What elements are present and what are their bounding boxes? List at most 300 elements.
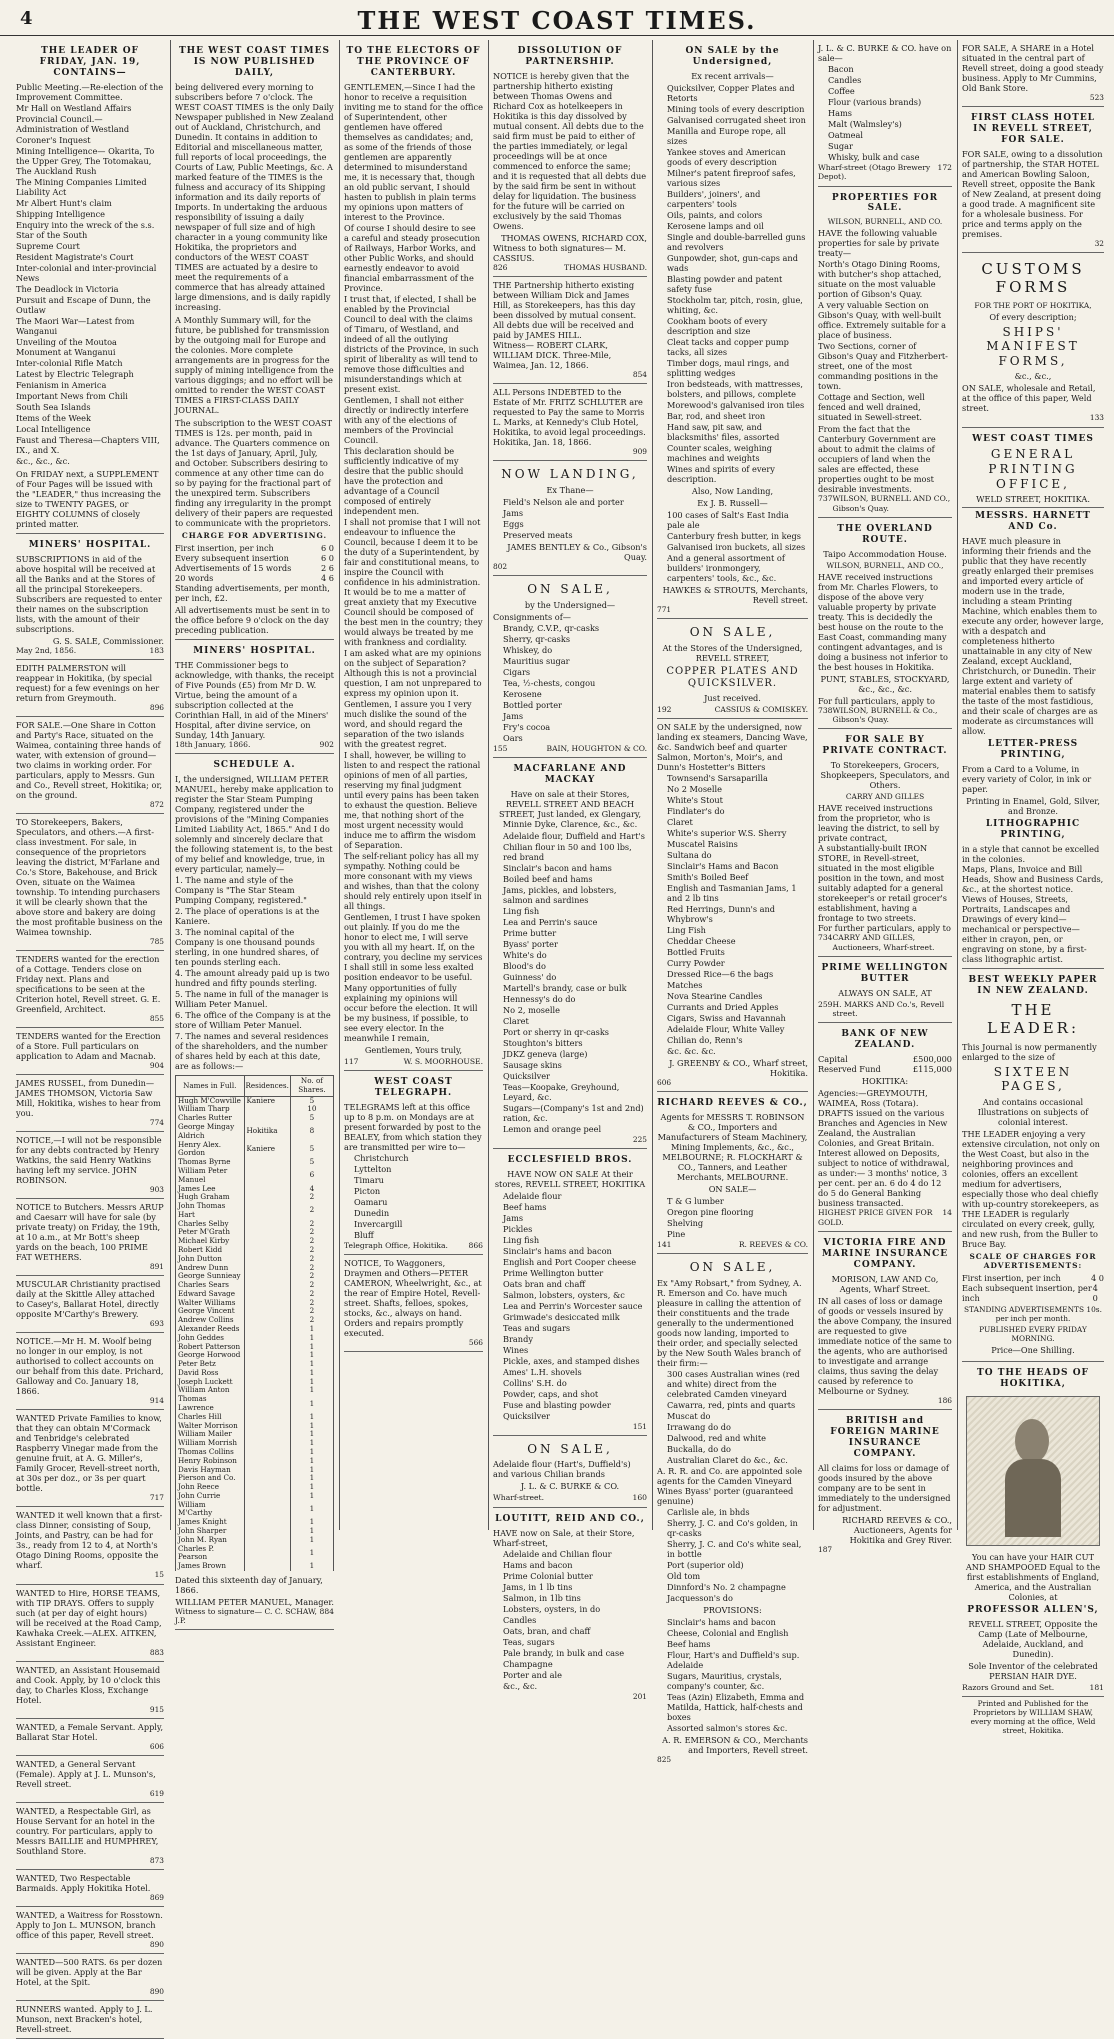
shareholder-residence [244, 1545, 290, 1563]
ad-number: 903 [149, 1185, 164, 1195]
shareholder-name: Edward Savage [176, 1290, 245, 1299]
list-item: Milner's patent fireproof safes, various sizes [667, 167, 796, 188]
james-russel-ad [16, 1075, 164, 1132]
ad-number: 186 [937, 1395, 952, 1405]
onsale-signature: BAIN, HOUGHTON & CO. [546, 743, 647, 753]
shareholder-residence [244, 1527, 290, 1536]
loutitt-items [493, 1549, 647, 1691]
shareholder-residence [244, 1167, 290, 1185]
onsale2-received: Just received. [704, 692, 761, 703]
list-item: Boiled beef and hams [503, 873, 593, 884]
list-item: Counter scales, weighing machines and weights [667, 442, 773, 463]
litho-heading: LITHOGRAPHIC PRINTING, [985, 819, 1081, 841]
list-item: Hand saw, pit saw, and blacksmiths' files, assorted [667, 421, 780, 442]
list-item: Stockholm tar, pitch, rosin, glue, whiting, &c. [667, 294, 803, 315]
ad-number: 734 [818, 933, 833, 943]
list-item: JDKZ geneva (large) [503, 1048, 588, 1059]
ad-number: 160 [632, 1493, 647, 1503]
charge-value: 4 0 [1092, 1283, 1098, 1303]
ad-number: 566 [468, 1338, 483, 1348]
shareholder-residence [244, 1439, 290, 1448]
onsale2-place: Wharf-street. [493, 1493, 544, 1503]
shareholder-residence [244, 1202, 290, 1220]
list-item: Blood's do [503, 960, 546, 971]
shareholder-shares: 1 [290, 1562, 333, 1571]
ad-number: 904 [149, 1061, 164, 1071]
robinson-notice-ad [16, 1132, 164, 1199]
ad-number: 141 [657, 1240, 672, 1250]
miners-hospital-text: SUBSCRIPTIONS in aid of the above hospital will be received at all the Banks and at the Stores of all the principal Storekeepers. Subscribers are requested to enter their names on the subscription lists, with the amount of their subscriptions. [16, 553, 162, 634]
list-item: Findlater's do [667, 806, 725, 817]
ad-text: NOTICE,—I will not be responsible for any debts contracted by Henry Watkins, the said Henry Watkins having left my service. JOHN ROBINSON. [16, 1135, 162, 1186]
burke-on-sale-ad [818, 40, 952, 187]
shareholder-name: Hugh Graham [176, 1193, 245, 1202]
shareholder-shares: 1 [290, 1466, 333, 1475]
british-signature: RICHARD REEVES & CO., Auctioneers, Agents for Hokitika and Grey River. [842, 1514, 952, 1545]
ad-number: 855 [149, 1014, 164, 1024]
shareholder-residence [244, 1430, 290, 1439]
list-item: Adelaide and Chilian flour [503, 1548, 612, 1559]
times-heading: THE WEST COAST TIMES IS NOW PUBLISHED DAILY, [178, 46, 331, 78]
list-item: Timaru [354, 1175, 384, 1186]
shareholder-residence [244, 1395, 290, 1413]
ad-number: 183 [149, 645, 164, 655]
customs-sub: FOR THE PORT OF HOKITIKA, [974, 300, 1092, 310]
charge-label: First insertion, per inch [962, 1273, 1061, 1283]
list-item: Stoughton's bitters [503, 1037, 583, 1048]
list-item: Many opportunities of fully explaining my opinions will occur before the election. It will be my business, if possible, to see every elector. In the meanwhile I remain, [344, 982, 478, 1043]
onsale2-signature: J. L. & C. BURKE & CO. [520, 1481, 620, 1492]
printing-address: WELD STREET, HOKITIKA. [976, 494, 1090, 505]
times-published-daily-ad [175, 40, 334, 640]
list-item: Bacon [828, 64, 854, 74]
list-item: Adelaide Flour, White Valley [667, 1024, 785, 1035]
list-item: Buckalla, do do [667, 1444, 731, 1455]
list-item: Adelaide flour [503, 1190, 562, 1201]
list-item: Canterbury fresh butter, in kegs [667, 530, 801, 541]
list-item: Mining tools of every description [667, 103, 805, 114]
shareholder-residence [244, 1422, 290, 1431]
list-item: Sugars—(Company's 1st and 2nd) ration, &c. [503, 1102, 644, 1123]
shareholder-shares: 1 [290, 1518, 333, 1527]
onsale3-signature: J. GREENBY & CO., Wharf street, Hokitika. [669, 1058, 808, 1079]
shareholder-residence [244, 1343, 290, 1352]
shareholder-name: Andrew Dunn [176, 1264, 245, 1273]
list-item: White's superior W.S. Sherry [667, 828, 787, 839]
shareholder-name: Charles Selby [176, 1220, 245, 1229]
leader-text-3: THE LEADER enjoying a very extensive circulation, not only on the West Coast, but also in the neighboring provinces and colonies, offers an excellent medium for advertisers, especially those who deal chiefly with up-country storekeepers, as THE LEADER is regularly circulated on every creek, gully, and new rush, from the Buller to Bruce Bay. [962, 1128, 1100, 1249]
also-items [657, 510, 808, 583]
electors-closing: Gentlemen, Yours truly, [364, 1044, 463, 1055]
ad-text: NOTICE to Butchers. Messrs ARUP and Caesarr will have for sale (by private treaty) on Friday, the 19th, at 10 a.m., at Mr Bott's sheep yards on the beach, 100 PRIME FAT WETHERS. [16, 1202, 164, 1263]
list-item: Mr Hall on Westland Affairs [16, 102, 132, 113]
private-contract-ad [818, 729, 952, 956]
shareholder-shares: 6 [290, 1167, 333, 1185]
richard-reeves-ad [657, 1092, 808, 1254]
list-item: Salmon, lobsters, oysters, &c [503, 1289, 625, 1300]
table-row [176, 1123, 334, 1141]
times-body-3: The subscription to the WEST COAST TIMES is 12s. per month, paid in advance. The Quarters commence on the 1st days of January, April, July, and October. Subscribers desiring to commence at any other time can do so by paying for the fractional part of the unexpired term. Subscribers finding any irregularity in the prompt delivery of their papers are requested to communicate with the proprietors. [175, 417, 333, 528]
list-item: Candles [503, 1614, 537, 1625]
weekly-heading: BEST WEEKLY PAPER IN NEW ZEALAND. [968, 975, 1098, 997]
list-item: Eggs [503, 518, 524, 529]
shareholder-residence [244, 1255, 290, 1264]
ad-text: FOR SALE, A SHARE in a Hotel situated in the central part of Revell street, doing a good steady business. Apply to Mr Cummins, Old Bank Store. [962, 43, 1104, 93]
list-item: Yankee stoves and American goods of every description [667, 146, 786, 167]
share-for-sale-ad [16, 717, 164, 814]
charge-label: Every subsequent insertion [175, 552, 289, 563]
list-item: Jams [503, 507, 524, 518]
list-item: Claret [667, 817, 693, 828]
shareholder-shares: 1 [290, 1422, 333, 1431]
onsale-heading: ON SALE, [527, 581, 613, 596]
columns [12, 40, 1108, 2034]
leader-weekly-ad [962, 969, 1104, 1362]
list-item: Iron bedsteads, with mattresses, bolsters, and pillows, complete [667, 378, 803, 399]
ad-number: 869 [149, 1892, 164, 1902]
properties-text: HAVE the following valuable properties for sale by private treaty— [818, 228, 940, 259]
shareholder-name: Robert Patterson [176, 1343, 245, 1352]
shareholder-shares: 1 [290, 1448, 333, 1457]
dissolution-husband: THOMAS HUSBAND. [564, 262, 647, 272]
shareholder-shares: 1 [290, 1430, 333, 1439]
list-item: Cigars [503, 666, 531, 677]
properties-signature: WILSON, BURNELL AND CO., Gibson's Quay. [832, 494, 951, 513]
shareholder-name: Charles Sears [176, 1281, 245, 1290]
shareholder-shares: 1 [290, 1343, 333, 1352]
burke-items [818, 64, 952, 162]
list-item: The Mining Companies Limited Liability Act [16, 176, 147, 197]
list-item: Oregon pine flooring [667, 1207, 754, 1218]
onsale-sub: by the Undersigned— [524, 599, 616, 610]
bank-reserved-label: Reserved Fund [818, 1064, 881, 1075]
list-item: Kerosene [503, 688, 542, 699]
onsale2-text: At the Stores of the Undersigned, REVELL STREET, [662, 642, 803, 663]
list-item: Morewood's galvanised iron tiles [667, 399, 805, 410]
shareholder-name: Thomas Collins [176, 1448, 245, 1457]
list-item: 3. The nominal capital of the Company is one thousand pounds sterling, in one hundred shares, of ten pounds sterling each. [175, 927, 319, 968]
list-item: Tea, ½-chests, congou [503, 677, 596, 688]
sixteen-pages: SIXTEEN PAGES, [993, 1064, 1073, 1094]
list-item: Unveiling of the Moutoa Monument at Wanganui [16, 336, 117, 357]
list-item: Flour (various brands) [828, 97, 922, 107]
list-item: Ames' L.H. shovels [503, 1366, 582, 1377]
list-item: Sinclair's hams and bacon [503, 1245, 612, 1256]
list-item: Ling fish [503, 1234, 540, 1245]
list-item: This declaration should be sufficiently indicative of my desire that the public should have the protection and advantage of a Council composed of entirely independent men. [344, 445, 464, 516]
charge-row [175, 563, 334, 573]
shareholder-name: Walter Williams [176, 1299, 245, 1308]
waggoners-notice-ad [344, 1255, 483, 1352]
ad-text: WANTED, Two Respectable Barmaids. Apply Hokitika Hotel. [16, 1872, 151, 1893]
hotel-share-ad [962, 40, 1104, 107]
times-body-2: A Monthly Summary will, for the future, be published for transmission by the outgoing mail for Europe and the colonies. More complete arrangements are in progress for the supply of mining intelligence from the various diggings; and no effort will be omitted to render the WEST COAST TIMES a FIRST-CLASS DAILY JOURNAL. [175, 314, 334, 415]
shareholder-name: George Mingay Aldrich [176, 1123, 245, 1141]
list-item: I shall not promise that I will not endeavour to influence the Council, because I deem it to be the duty of a Superintendent, by fair and constitutional means, to inspire the Council with confidence in his administration. It would be to me a matter of great anxiety that my Executive Council should be composed of the best men in the country; they would always be treated by me with frankness and cordiality. [344, 516, 483, 647]
shareholder-name: Alexander Reeds [176, 1325, 245, 1334]
list-item: Bluff [354, 1230, 374, 1241]
shareholder-shares: 1 [290, 1386, 333, 1395]
list-item: The Maori War—Latest from Wanganui [16, 315, 135, 336]
shareholder-residence [244, 1413, 290, 1422]
table-row [176, 1545, 334, 1563]
dick-hill-partnership-ad [493, 277, 647, 384]
list-item: Cottage and Section, well fenced and well drained, situated in Sewell-street. [818, 392, 925, 423]
reeves-items [657, 1196, 808, 1239]
list-item: 1. The name and style of the Company is "The Star Steam Pumping Company, registered." [175, 875, 307, 906]
ad-number: 187 [818, 1544, 833, 1554]
shareholder-residence [244, 1228, 290, 1237]
ad-number: 717 [149, 1493, 164, 1503]
schedule-dated: Dated this sixteenth day of January, 1866. [175, 1574, 323, 1595]
shareholder-name: Charles Rutter [176, 1114, 245, 1123]
list-item: Hennessy's do do [503, 993, 576, 1004]
table-header-shares: No. of Shares. [290, 1076, 333, 1097]
overland-sub-2: WILSON, BURNELL, AND CO., [826, 560, 944, 570]
shareholder-name: Davis Hayman [176, 1466, 245, 1475]
list-item: Brandy, C.V.P., qr-casks [503, 622, 600, 633]
shareholder-residence [244, 1457, 290, 1466]
list-item: Curry Powder [667, 958, 725, 969]
list-item: Chilian flour in 50 and 100 lbs, red brand [503, 841, 632, 862]
shareholder-name: Charles Hill [176, 1413, 245, 1422]
list-item: Bottled Fruits [667, 947, 725, 958]
list-item: Porter and ale [503, 1669, 563, 1680]
list-item: Candles [828, 75, 862, 85]
shareholder-residence [244, 1378, 290, 1387]
miners-hospital-ad [16, 534, 164, 660]
shareholder-name: Peter M'Grath [176, 1228, 245, 1237]
list-item: I am asked what are my opinions on the subject of Separation? Although this is not a provincial question, I am not unprepared to express my opinion upon it. [344, 647, 482, 698]
shareholder-name: John Thomas Hart [176, 1202, 245, 1220]
list-item: Galvanised iron buckets, all sizes [667, 541, 806, 552]
list-item: Sultana do [667, 850, 712, 861]
general-printing-office-ad [962, 428, 1104, 970]
list-item: Dunedin [354, 1208, 390, 1219]
british-heading: BRITISH and FOREIGN MARINE INSURANCE COMPANY. [830, 1415, 940, 1459]
onsale-intro: Consignments of— [493, 611, 571, 622]
list-item: Fenianism in America [16, 379, 107, 390]
list-item: Gentlemen, I trust I have spoken out plainly. If you do me the honor to elect me, I will serve you with all my heart. If, on the contrary, you decline my services I shall still in some less exalted position endeavor to be useful. [344, 911, 483, 982]
ad-number: 14 [942, 1208, 952, 1218]
schluter-estate-ad [493, 384, 647, 461]
respectable-girl-ad [16, 1803, 164, 1870]
customs-heading: CUSTOMS FORMS [981, 259, 1085, 297]
list-item: Ling fish [503, 905, 540, 916]
list-item: Single and double-barrelled guns and revolvers [667, 231, 806, 252]
ad-number: 802 [493, 561, 508, 571]
schedule-a-ad [175, 754, 334, 1630]
ad-number: 225 [632, 1134, 647, 1144]
private-heading: FOR SALE BY PRIVATE CONTRACT. [822, 735, 948, 757]
list-item: Shipping Intelligence [16, 208, 106, 219]
copper-plates-heading: COPPER PLATES AND QUICKSILVER. [666, 665, 799, 689]
list-item: Galvanised corrugated sheet iron [667, 114, 806, 125]
list-item: Coffee [828, 86, 855, 96]
telegraph-office: Telegraph Office, Hokitika. [344, 1241, 448, 1251]
on-sale-burke-ad [493, 1436, 647, 1508]
shareholder-shares: 1 [290, 1395, 333, 1413]
list-item: Provincial Council.—Administration of Westland [16, 113, 130, 134]
hospital-text: THE Commissioner begs to acknowledge, with thanks, the receipt of Five Pounds (£5) from Mr D. W. Virtue, being the amount of a subscription collected at the Corinthian Hall, in aid of the Miners' Hospital, after divine service, on Sunday, 14th January. [175, 659, 334, 740]
list-item: Sausage skins [503, 1059, 562, 1070]
electors-paragraphs [344, 82, 483, 1043]
list-item: Smith's Boiled Beef [667, 872, 749, 883]
ad-number: 902 [319, 739, 334, 749]
list-item: Oatmeal [828, 130, 863, 140]
list-item: Blasting powder and patent safety fuse [667, 273, 783, 294]
list-item: Gentlemen, I shall not either directly or indirectly interfere with any of the elections of members of the Provincial Council. [344, 394, 469, 445]
letterpress-text: From a Card to a Volume, in every variety of Color, in ink or paper. [962, 764, 1092, 795]
ad-text: WANTED, an Assistant Housemaid and Cook. Apply, by 10 o'clock this day, to Charles Kloss, Exchange Hotel. [16, 1664, 161, 1705]
list-item: Important News from Chili [16, 390, 128, 401]
properties-note: From the fact that the Canterbury Government are about to admit the claims of occupiers of land when the sales are effected, these properties ought to be most desirable investments. [818, 424, 936, 495]
onsale4-signature: A. R. EMERSON & CO., Merchants and Importers, Revell street. [662, 1735, 808, 1756]
electors-signer: W. S. MOORHOUSE. [403, 1056, 483, 1066]
shareholder-residence [244, 1483, 290, 1492]
list-item: 100 cases of Salt's East India pale ale [667, 509, 789, 530]
list-item: Townsend's Sarsaparilla [667, 773, 768, 784]
table-header-names: Names in Full. [176, 1076, 245, 1097]
list-item: Christchurch [354, 1153, 409, 1164]
ad-text: TENDERS wanted for the erection of a Cottage. Tenders close on Friday next. Plans and specifications to be seen at the Criterion hotel, Revell street. G. E. Greenfield, Architect. [16, 954, 161, 1015]
list-item: T & G lumber [667, 1196, 724, 1207]
first-class-heading: FIRST CLASS HOTEL IN REVELL STREET, FOR SALE. [970, 113, 1096, 145]
list-item: Sinclair's bacon and hams [503, 862, 612, 873]
macfarlane-items [493, 831, 647, 1134]
ad-number: 201 [632, 1691, 647, 1701]
ecclesfield-heading: ECCLESFIELD BROS. [507, 1154, 633, 1165]
list-item: Picton [354, 1186, 381, 1197]
ad-number: 854 [632, 370, 647, 380]
ad-number: 909 [632, 447, 647, 457]
burke-place: Wharf-street (Otago Brewery Depot). [818, 163, 931, 182]
private-firm: CARRY AND GILLES [845, 792, 925, 802]
ad-number: 192 [657, 704, 672, 714]
overland-sub: Taipo Accommodation House. [823, 548, 947, 559]
runners-ad [16, 2001, 164, 2039]
shareholder-shares: 1 [290, 1378, 333, 1387]
list-item: Byass' porter [503, 938, 558, 949]
overland-heading: THE OVERLAND ROUTE. [837, 523, 933, 545]
ad-text: TENDERS wanted for the Erection of a Store. Full particulars on application to Adam and Macnab. [16, 1031, 161, 1062]
barmaids-ad [16, 1870, 164, 1907]
list-item: Hams [828, 108, 852, 118]
ad-number: 117 [344, 1056, 359, 1066]
allen-heading: PROFESSOR ALLEN'S, [967, 1605, 1099, 1616]
ad-text: WANTED Private Families to know, that they can obtain M'Cormack and Tenbridge's celebrated Raspberry Vinegar made from the genuine fruit, at A. G. Miller's, Family Grocer, Revell-street north, at 30s per doz., or 3s per quart bottle. [16, 1413, 162, 1494]
butter-text: ALWAYS ON SALE, AT [838, 987, 932, 998]
onsale2-heading: ON SALE, [689, 624, 776, 639]
list-item: Cookham boots of every description and size [667, 315, 768, 336]
butchers-notice-ad [16, 1199, 164, 1276]
shareholder-name: David Ross [176, 1369, 245, 1378]
bank-text: DRAFTS issued on the various Branches and Agencies in New Zealand, the Australian Colonies, and Great Britain. Interest allowed on Deposits, subject to notice of withdrawal, as under:— 3 months' notice, 3 per cent. per an. 6 do 4 do 12 do 5 do General Banking business transacted. [818, 1108, 950, 1209]
litho-text-2: Maps, Plans, Invoice and Bill Heads, Show and Business Cards, &c., at the shortest notice. [962, 864, 1104, 895]
electors-address [344, 40, 483, 1071]
ad-number: 737 [818, 494, 833, 504]
ad-number: 771 [657, 604, 672, 614]
shareholder-name: Henry Alex. Gordon [176, 1141, 245, 1159]
woolf-notice-ad [16, 1333, 164, 1410]
onsale2-text: Adelaide flour (Hart's, Duffield's) and various Chilian brands [493, 1459, 631, 1480]
list-item: Jams [503, 1212, 524, 1223]
also-heading: Also, Now Landing, [691, 485, 774, 496]
ad-number: 155 [493, 743, 508, 753]
shareholder-shares: 1 [290, 1492, 333, 1501]
onsale3-text: ON SALE by the undersigned, now landing ex steamers, Dancing Wave, &c. Sandwich beef and quarter Salmon, Morton's, Moir's, and Dunn's Hostetter's Bitters [657, 722, 808, 773]
charge-value: 6 0 [320, 552, 334, 563]
shareholder-shares: 5 [290, 1158, 333, 1167]
list-item: Brandy [503, 1333, 533, 1344]
ad-number: 826 [493, 262, 508, 272]
list-item: Chilian do, Renn's [667, 1035, 743, 1046]
list-item: Two Sections, corner of Gibson's Quay and Fitzherbert-street, one of the most commanding positions in the town. [818, 341, 948, 392]
list-item: Irrawang do do [667, 1422, 731, 1433]
miners-hospital-heading: MINERS' HOSPITAL. [28, 539, 152, 550]
list-item: Local Intelligence [16, 423, 91, 434]
properties-sub: WILSON, BURNELL, AND CO. [827, 217, 943, 227]
list-item: Grimwade's desiccated milk [503, 1311, 620, 1322]
customs-onsale-text: ON SALE, wholesale and Retail, at the office of this paper, Weld street. [962, 383, 1096, 414]
list-item: Collins' S.H. do [503, 1377, 567, 1388]
list-item: Ling Fish [667, 925, 706, 936]
overland-text: HAVE received instructions from Mr. Charles Flowers, to dispose of the above very valuable property by private treaty. This is decidedly the best house on the route to the East Coast, commanding many contingent advantages, and is doing a business not inferior to the best houses in Hokitika. [818, 571, 948, 672]
list-item: Whisky, bulk and case [828, 152, 920, 162]
ecclesfield-sub: HAVE NOW ON SALE At their stores, REVELL STREET, HOKITIKA [494, 1168, 646, 1189]
list-item: Teas (Azin) Elizabeth, Emma and Matilda, Hattick, half-chests and boxes [667, 1692, 805, 1723]
shareholder-name: Michael Kirby [176, 1237, 245, 1246]
ecclesfield-items [493, 1191, 647, 1421]
barber-engraving-illustration [966, 1396, 1100, 1546]
shareholder-name: William Morrish [176, 1439, 245, 1448]
ad-text: WANTED it well known that a first-class Dinner, consisting of Soup, Joints, and Pastry, can be had for 3s., ready from 12 to 4, at North's Otago Dining Rooms, opposite the wharf. [16, 1510, 163, 1571]
ad-number: 884 [319, 1606, 334, 1616]
charge-row [175, 553, 334, 563]
ad-text: WANTED—500 RATS. 6s per dozen will be given. Apply at the Bar Hotel, at the Spit. [16, 1956, 163, 1987]
list-item: Sherry, J. C. and Co's white seal, in bottle [667, 1539, 802, 1560]
list-item: Teas and sugars [503, 1322, 571, 1333]
shareholder-shares: 8 [290, 1123, 333, 1141]
shareholder-residence [244, 1369, 290, 1378]
list-item: Oars [503, 732, 523, 743]
schedule-text: I, the undersigned, WILLIAM PETER MANUEL, hereby make application to register the Star Steam Pumping Company, registered under the provisions of the "Mining Companies Limited Liability Act, 1865." And I do solemnly and sincerely declare that the following statement is, to the best of my belief and knowledge, true, in every particular, namely— [175, 774, 334, 875]
heads-heading: TO THE HEADS OF HOKITIKA, [977, 1368, 1089, 1390]
list-item: Fry's cocoa [503, 721, 551, 732]
shareholder-name: Pierson and Co. [176, 1474, 245, 1483]
shareholder-name: Peter Betz [176, 1360, 245, 1369]
properties-for-sale-ad [818, 187, 952, 518]
list-item: Muscat do [667, 1411, 711, 1422]
ad-number: 891 [149, 1262, 164, 1272]
list-item: Currants and Dried Apples [667, 1002, 779, 1013]
horse-teams-ad [16, 1585, 164, 1662]
published-day: PUBLISHED EVERY FRIDAY MORNING. [979, 1325, 1087, 1344]
shareholder-shares: 1 [290, 1351, 333, 1360]
shareholder-shares: 5 [290, 1141, 333, 1159]
overland-apply: For full particulars, apply to [818, 695, 935, 706]
list-item: Quicksilver [503, 1070, 550, 1081]
reeves-heading: RICHARD REEVES & CO., [657, 1098, 808, 1109]
emerson-ad [657, 1254, 808, 1768]
shareholder-residence [244, 1562, 290, 1571]
list-item: 7. The names and several residences of the shareholders, and the number of shares held by each at this date, are as follows:— [175, 1031, 329, 1072]
overland-route-ad [818, 518, 952, 729]
list-item: &c., &c. [503, 1680, 538, 1691]
list-item: Cawarra, red, pints and quarts [667, 1400, 796, 1411]
ad-text: NOTICE.—Mr H. M. Woolf being no longer in our employ, is not authorised to collect accounts on our behalf from this date. Prichard, Galloway and Co. January 18, 1866. [16, 1336, 164, 1397]
list-item: Oils, paints, and colors [667, 209, 763, 220]
